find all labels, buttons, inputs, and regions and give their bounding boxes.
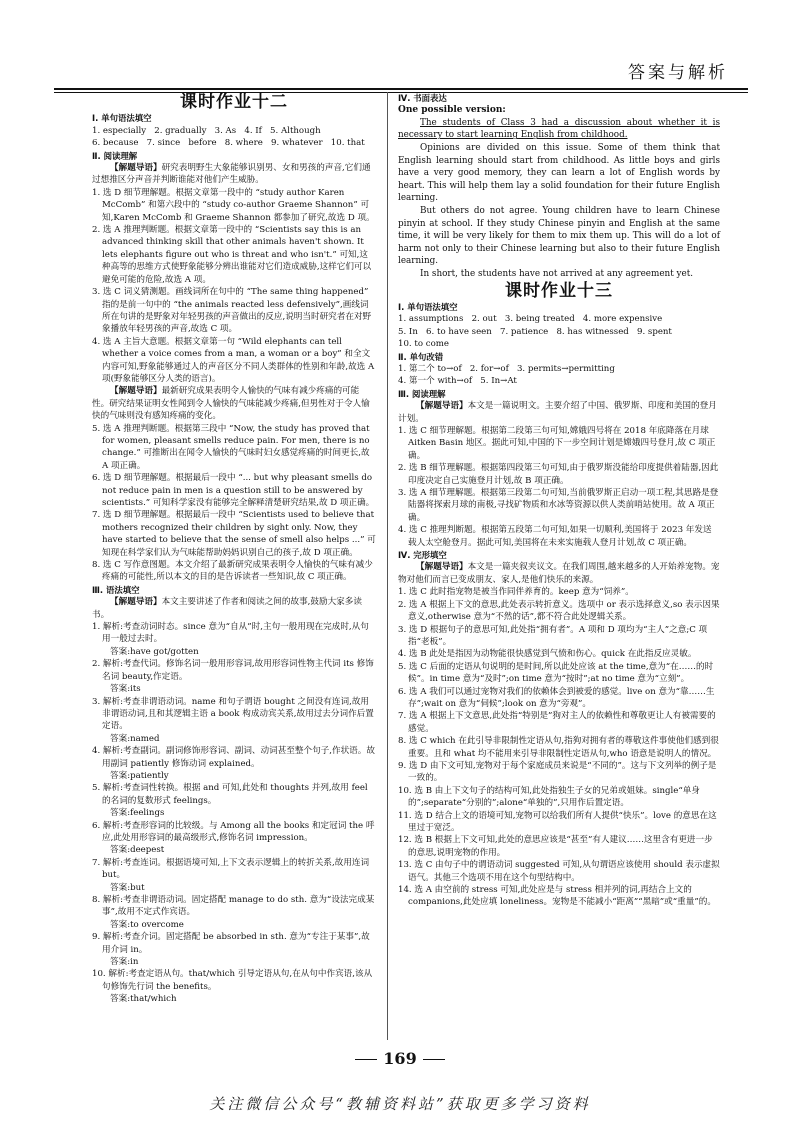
cloze-item: 12. 选 B 根据上下文可知,此处的意思应该是“甚至”有人建议……这里含有更进一步的意思,说明宠物的作用。 — [398, 835, 713, 858]
section-heading: Ⅱ. 单句改错 — [398, 351, 444, 362]
section-heading: Ⅳ. 书面表达 — [398, 93, 447, 103]
page-header — [0, 0, 800, 92]
dash-right — [423, 1059, 445, 1060]
grammar-answer: 答案:feelings — [110, 808, 165, 819]
cloze-item: 2. 选 A 根据上下文的意思,此处表示转折意义。选项中 or 表示选择意义,so 表示因果意义,otherwise 意为“不然的话”,都不符合此处逻辑关系。 — [398, 599, 720, 623]
footer-note: 关注微信公众号“教辅资料站”获取更多学习资料 — [209, 1095, 591, 1113]
answer-item: 2. 选 A 推理判断题。根据文章第一段中的 “Scientists say this is an advanced thinking skill that other animals haven't shown. It lets elephants figure out who is threat and who isn't.” 可知,这种高等的思维方式使野象能够分辨出谁能对它们造成威胁,这样它们可以避免可能的危险,故选 A 项。 — [92, 225, 372, 285]
cloze-item: 6. 选 A 我们可以通过宠物对我们的依赖体会到被爱的感觉。live on 意为“靠……生存”;wait on 意为“伺候”;look on 意为“旁观”。 — [398, 686, 715, 709]
guide-label: 【解题导语】 — [110, 386, 162, 397]
answer-item: 1. 选 D 细节理解题。根据文章第一段中的 “study author Karen McComb” 和第六段中的 “study co-author Graeme Shannon” 可知,Karen McComb 和 Graeme Shannon 都参加了研究,故选 D 项。 — [92, 187, 375, 223]
grammar-answer: 答案:patiently — [110, 770, 169, 781]
grammar-answer: 答案:named — [110, 733, 160, 744]
version-label: One possible version: — [398, 105, 506, 116]
guide-label: 【解题导语】 — [110, 163, 162, 174]
guide-paragraph — [92, 596, 376, 621]
section-heading: Ⅰ. 单句语法填空 — [92, 113, 152, 124]
grammar-answer: 答案:its — [110, 684, 141, 695]
section-heading: Ⅰ. 单句语法填空 — [398, 301, 458, 312]
header-rule — [54, 88, 748, 90]
guide-text: 最新研究成果表明令人愉快的气味有减少疼痛的可能性。研究结果证明女性闻到令人愉快的气味能减少疼痛,但男性对于令人愉快的气味则没有感知疼痛的变化。 — [92, 386, 370, 422]
guide-label: 【解题导语】 — [416, 562, 468, 573]
grammar-item: 8. 解析:考查非谓语动词。固定搭配 manage to do sth. 意为“设法完成某事”,故用不定式作宾语。 — [92, 895, 375, 918]
lesson-title-13: 课时作业十三 — [505, 280, 613, 301]
cloze-item: 4. 选 B 此处是指因为动物能很快感觉到气愤和伤心。quick 在此指反应灵敏。 — [398, 649, 697, 660]
cloze-item: 5. 选 C 后面的定语从句说明的是时间,所以此处应该 at the time,意为“在……的时候”。in time 意为“及时”;on time 意为“按时”;at no time 意为“立刻”。 — [398, 661, 714, 685]
grammar-answer: 答案:in — [110, 957, 139, 968]
guide-paragraph — [92, 385, 376, 422]
cloze-item: 7. 选 A 根据上下文意思,此处指“特别是”狗对主人的依赖性和尊敬更让人有被需要的感觉。 — [398, 711, 716, 734]
dash-left — [355, 1059, 377, 1060]
essay-paragraph: The students of Class 3 had a discussion about whether it is necessary to start learning English from childhood. — [398, 117, 720, 141]
cloze-item: 9. 选 D 由下文可知,宠物对于每个家庭成员来说是“不同的”。这与下文列举的例子是一致的。 — [398, 760, 717, 784]
grammar-item: 3. 解析:考查非谓语动词。name 和句子谓语 bought 之间没有连词,故用非谓语动词,且和其逻辑主语 a book 构成动宾关系,故用过去分词作后置定语。 — [92, 696, 374, 732]
grammar-answer: 答案:deepest — [110, 845, 165, 856]
cloze-item: 14. 选 A 由空前的 stress 可知,此处应是与 stress 相并列的词,再结合上文的 companions,此处应填 loneliness。宠物是不能减小“距离”“黑暗”或“重量”的。 — [398, 885, 716, 908]
header-title: 答案与解析 — [628, 63, 728, 83]
guide-text: 本文是一篇夹叙夹议文。在我们周围,越来越多的人开始养宠物。宠物对他们而言已变成朋友、家人,是他们快乐的来源。 — [398, 562, 720, 585]
cloze-item: 3. 选 D 根据句子的意思可知,此处指“拥有者”。A 项和 D 项均为“主人”之意;C 项指“老板”。 — [398, 624, 708, 647]
cloze-item: 13. 选 C 由句子中的谓语动词 suggested 可知,从句谓语应该使用 should 表示虚拟语气。其他三个选项不用在这个句型结构中。 — [398, 860, 720, 883]
answer-line: 1. 第二个 to→of 2. for→of 3. permits→permitting — [398, 363, 615, 374]
answer-item: 5. 选 A 推理判断题。根据第三段中 “Now, the study has proved that for women, pleasant smells reduce pain. For men, there is no change.” 可推断出在闻令人愉快的气味时妇女感觉疼痛的时间更长,故 A 项正确。 — [92, 423, 370, 471]
cloze-item: 11. 选 D 结合上文的语境可知,宠物可以给我们所有人提供“快乐”。love 的意思在这里过于宽泛。 — [398, 810, 717, 833]
left-column — [92, 92, 376, 1006]
grammar-item: 10. 解析:考查定语从句。that/which 引导定语从句,在从句中作宾语,该从句修饰先行词 the benefits。 — [92, 969, 373, 992]
lesson-title-12: 课时作业十二 — [180, 92, 288, 112]
section-heading: Ⅲ. 阅读理解 — [398, 388, 446, 399]
essay-paragraph: But others do not agree. Young children have to learn Chinese pinyin at school. If they study Chinese pinyin and English at the same time, it will be very likely for them to mix them up. This will do a lot of harm not only to their Chinese learning but also to their future English learning. — [398, 205, 720, 267]
grammar-answer: 答案:to overcome — [110, 919, 184, 930]
answer-item: 8. 选 C 写作意图题。本文介绍了最新研究成果表明令人愉快的气味有减少疼痛的可能性,所以本文的目的是告诉读者一些知识,故 C 项正确。 — [92, 560, 373, 583]
guide-paragraph — [92, 162, 376, 187]
guide-label: 【解题导语】 — [110, 597, 162, 608]
answer-item: 4. 选 A 主旨大意题。根据文章第一句 “Wild elephants can tell whether a voice comes from a man, a woman or a boy” 和全文内容可知,野象能够通过人的声音区分不同人类群体的性别和年龄,故选 A 项(野象能够区分人类的语言)。 — [92, 336, 375, 384]
guide-text: 本文主要讲述了作者和阅读之间的故事,鼓励大家多读书。 — [92, 597, 362, 620]
cloze-item: 8. 选 C which 在此引导非限制性定语从句,指狗对拥有者的尊敬这件事使他们感到很重要。且和 what 均不能用来引导非限制性定语从句,who 语意是说明人的情况。 — [398, 736, 719, 759]
column-divider — [387, 92, 388, 1040]
section-heading: Ⅳ. 完形填空 — [398, 550, 447, 561]
grammar-item: 6. 解析:考查形容词的比较级。与 Among all the books 和定冠词 the 呼应,此处用形容词的最高级形式,修饰名词 impression。 — [92, 820, 375, 843]
section-heading: Ⅲ. 语法填空 — [92, 584, 140, 595]
grammar-answer: 答案:but — [110, 882, 145, 893]
guide-label: 【解题导语】 — [416, 401, 468, 412]
essay — [398, 117, 720, 281]
grammar-item: 7. 解析:考查连词。根据语境可知,上下文表示逻辑上的转折关系,故用连词 but。 — [92, 857, 370, 881]
grammar-answer: 答案:have got/gotten — [110, 646, 199, 657]
answer-item: 1. 选 C 细节理解题。根据第二段第三句可知,嫦娥四号将在 2018 年底降落在月球 Aitken Basin 地区。据此可知,中国的下一步空间计划是嫦娥四号登月,故 C 项正确。 — [398, 426, 716, 461]
grammar-answer: 答案:that/which — [110, 994, 177, 1005]
answer-item: 2. 选 B 细节理解题。根据第四段第三句可知,由于俄罗斯没能给印度提供着陆器,因此印度决定自己实施登月计划,故 B 项正确。 — [398, 463, 719, 486]
answer-item: 6. 选 D 细节理解题。根据最后一段中 “... but why pleasant smells do not reduce pain in men is a question still to be answered by scientists.” 可知科学家没有能够完全解释清楚研究结果,故 D 项正确。 — [92, 473, 375, 508]
cloze-item: 1. 选 C 此时指宠物是被当作同伴养育的。keep 意为“饲养”。 — [398, 587, 634, 598]
answer-line: 10. to come — [398, 339, 449, 350]
right-column — [398, 92, 720, 909]
answer-line: 5. In 6. to have seen 7. patience 8. has witnessed 9. spent — [398, 326, 672, 337]
essay-paragraph: Opinions are divided on this issue. Some of them think that English learning should start from childhood. As little boys and girls have a very good memory, they can learn a lot of English words by heart. This will help them lay a solid foundation for their future English learning. — [398, 143, 720, 204]
answer-item: 3. 选 C 词义猜测题。画线词所在句中的 “The same thing happened” 指的是前一句中的 “the animals reacted less defensively”,画线词所在句讲的是野象对年轻男孩的声音做出的反应,说明当时研究者在对野象播放年轻男孩的声音,故选 C 项。 — [92, 287, 372, 335]
grammar-item: 4. 解析:考查副词。副词修饰形容词、副词、动词甚至整个句子,作状语。故用副词 patiently 修饰动词 explained。 — [92, 746, 375, 769]
answer-line: 6. because 7. since before 8. where 9. whatever 10. that — [92, 138, 365, 149]
grammar-item: 9. 解析:考查介词。固定搭配 be absorbed in sth. 意为“专注于某事”,故用介词 in。 — [92, 932, 370, 955]
cloze-item: 10. 选 B 由上下文句子的结构可知,此处指独生子女的兄弟或姐妹。single“单身的”;separate“分别的”;alone“单独的”,只用作后置定语。 — [398, 785, 700, 809]
guide-text: 本文是一篇说明文。主要介绍了中国、俄罗斯、印度和美国的登月计划。 — [398, 401, 717, 424]
guide-text: 研究表明野生大象能够识别男、女和男孩的声音,它们通过想推区分声音并判断谁能对他们产生威胁。 — [92, 163, 371, 186]
grammar-item: 2. 解析:考查代词。修饰名词一般用形容词,故用形容词性物主代词 its 修饰名词 beauty,作定语。 — [92, 659, 374, 682]
guide-paragraph — [398, 561, 720, 586]
essay-paragraph: In short, the students have not arrived at any agreement yet. — [420, 268, 694, 279]
answer-line: 1. assumptions 2. out 3. being treated 4. more expensive — [398, 314, 663, 325]
section-heading: Ⅱ. 阅读理解 — [92, 150, 138, 161]
answer-item: 4. 选 C 推理判断题。根据第五段第二句可知,如果一切顺利,美国将于 2023 年发送载人太空舱登月。据此可知,美国将在未来实施载人登月计划,故 C 项正确。 — [398, 525, 712, 548]
page-number — [0, 1049, 800, 1068]
answer-item: 3. 选 A 细节理解题。根据第三段第二句可知,当前俄罗斯正启动一项工程,其思路是登陆器将探索月球的南极,寻找矿物质和水冰等资源以供人类前哨站使用。故 A 项正确。 — [398, 488, 719, 523]
answer-line: 1. especially 2. gradually 3. As 4. If 5. Although — [92, 125, 321, 136]
grammar-item: 1. 解析:考查动词时态。since 意为“自从”时,主句一般用现在完成时,从句用一般过去时。 — [92, 622, 369, 645]
grammar-item: 5. 解析:考查词性转换。根据 and 可知,此处和 thoughts 并列,故用 feel 的名词的复数形式 feelings。 — [92, 783, 368, 806]
page-number-text: 169 — [383, 1049, 417, 1068]
guide-paragraph — [398, 400, 720, 425]
answer-item: 7. 选 D 细节理解题。根据最后一段中 “Scientists used to believe that mothers recognized their children by sight only. Now, they have started to believe that the sense of smell also helps ...” 可知现在科学家们认为气味能帮助妈妈识别自己的孩子,故 D 项正确。 — [92, 510, 376, 558]
answer-line: 4. 第一个 with→of 5. In→At — [398, 376, 517, 387]
